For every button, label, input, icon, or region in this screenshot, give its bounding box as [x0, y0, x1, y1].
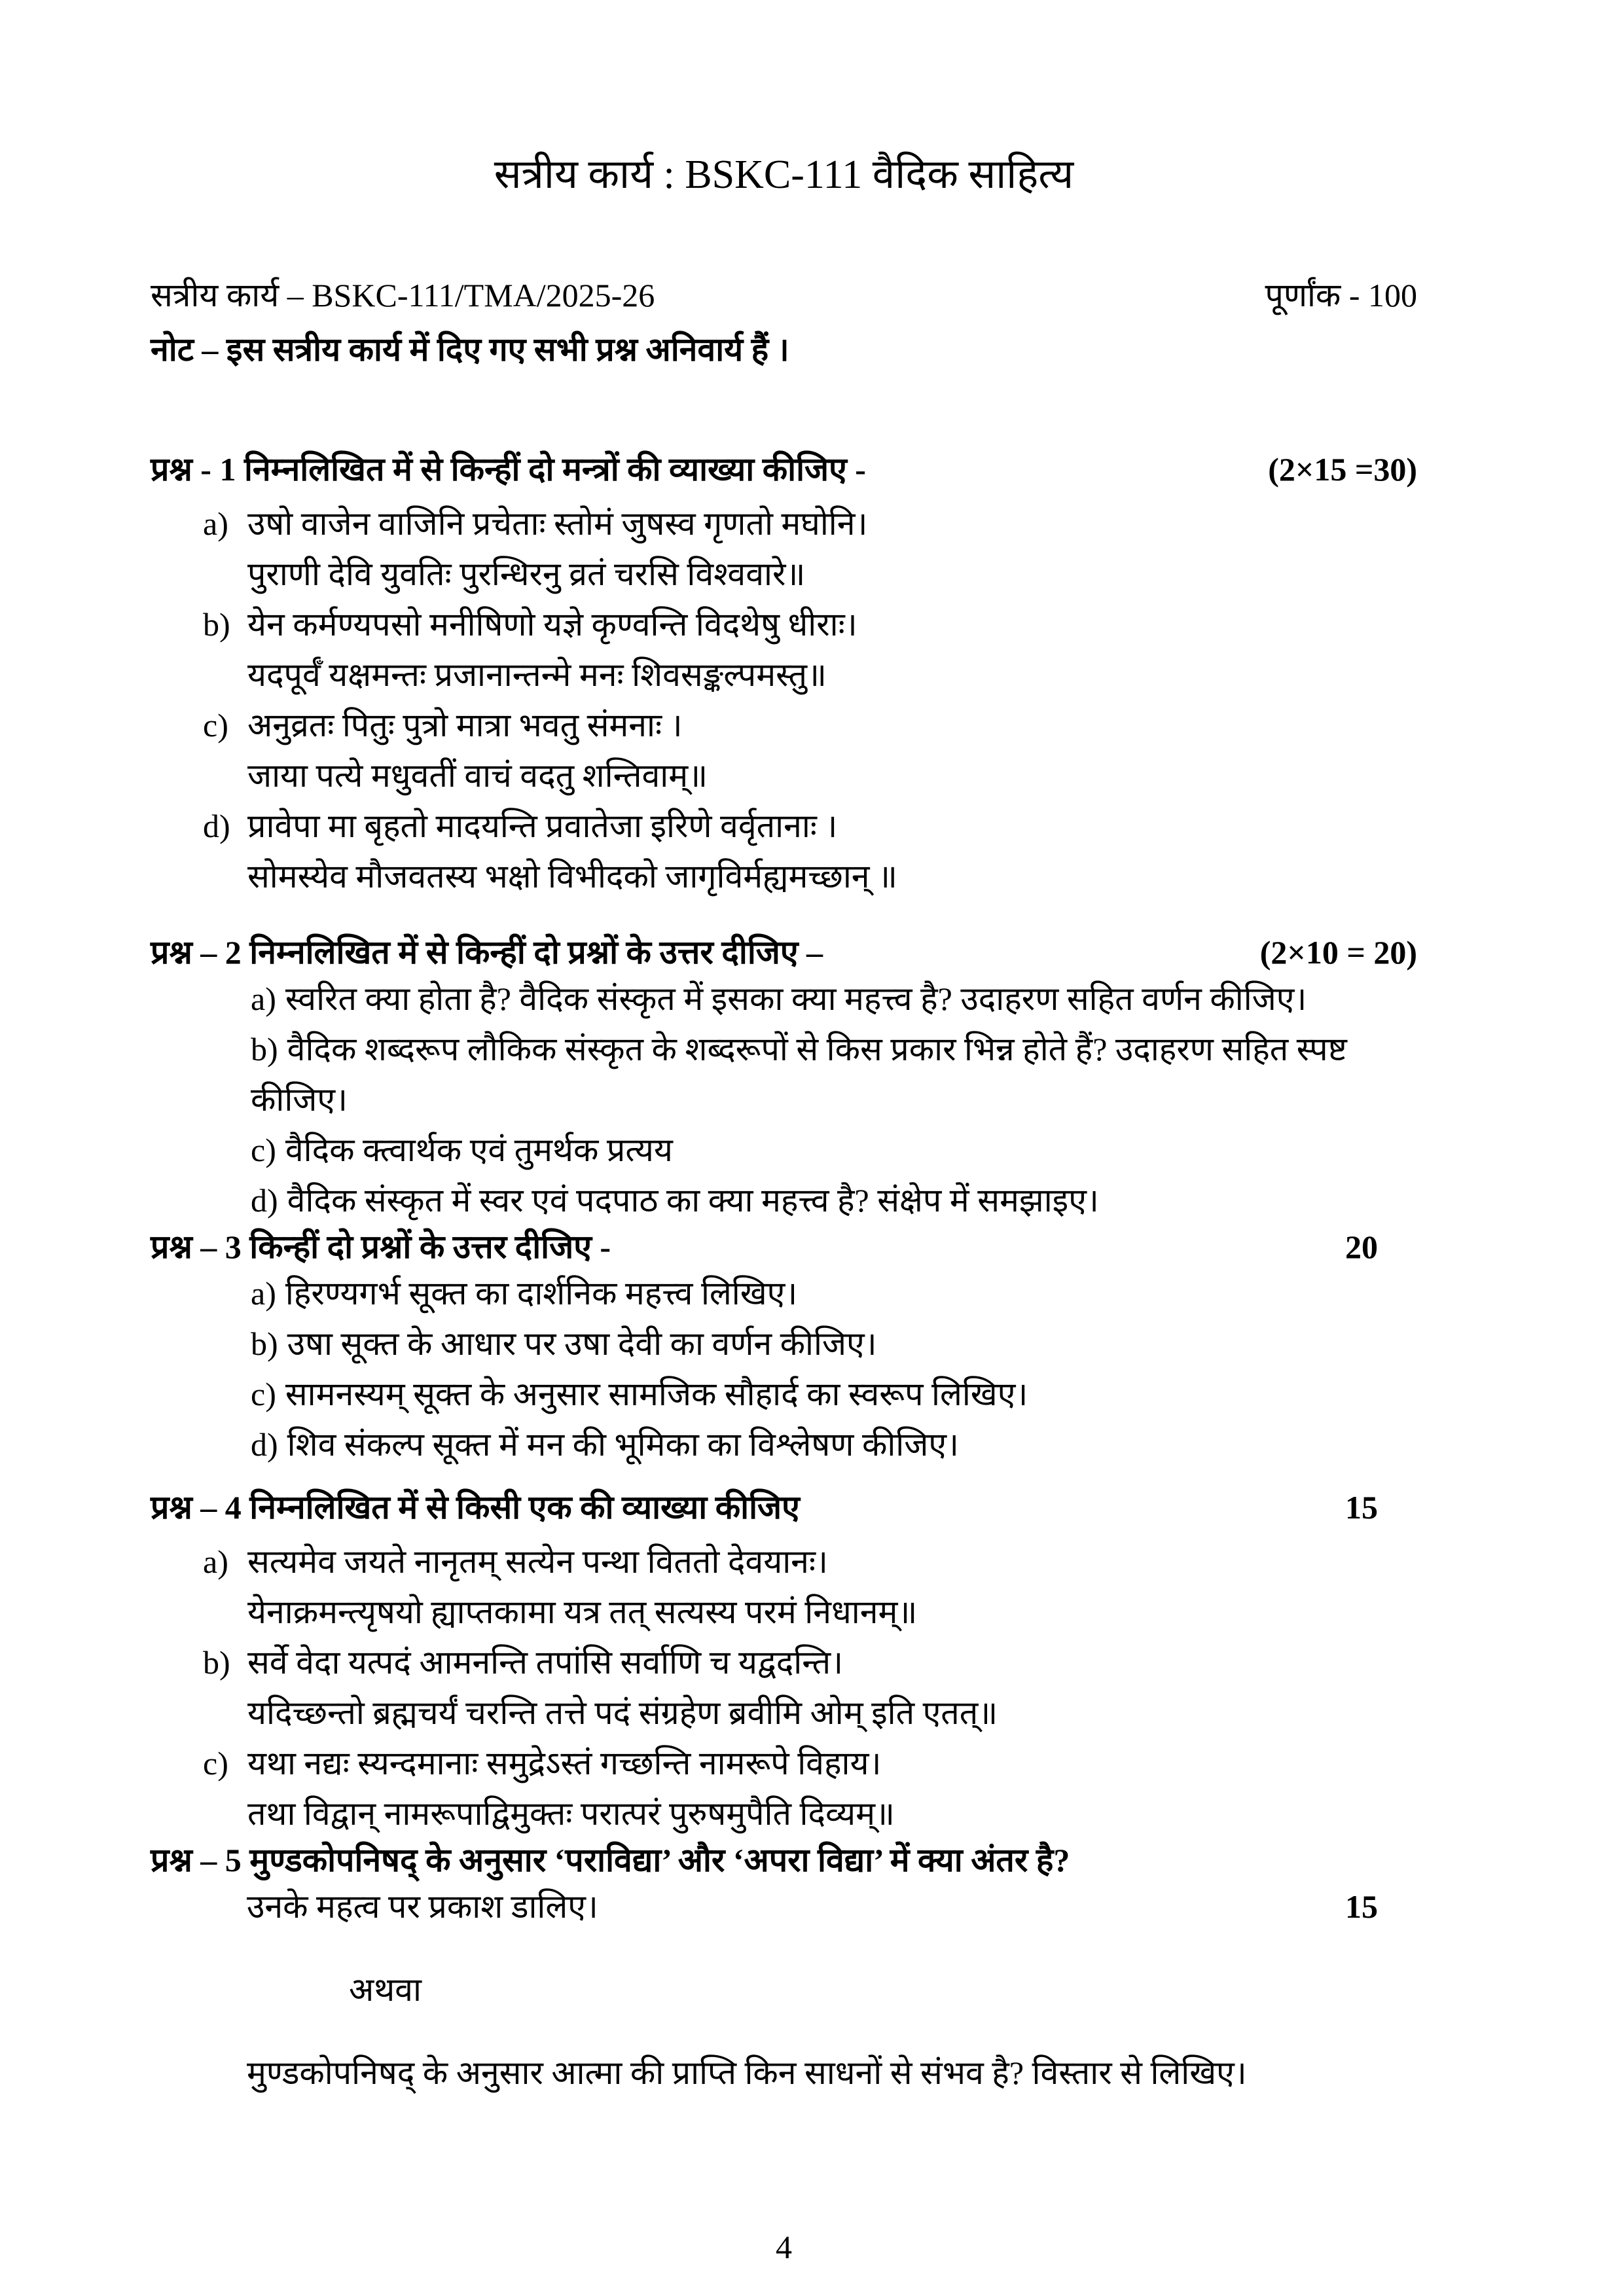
question-2-heading-row: [151, 931, 1417, 974]
or-label: अथवा: [349, 1971, 422, 2008]
item-text: सामनस्यम् सूक्त के अनुसार सामजिक सौहार्द का स्वरूप लिखिए।: [285, 1376, 1028, 1412]
verse-line: [247, 1587, 1417, 1638]
question-4-marks: 15: [1345, 1489, 1378, 1526]
verse-text: अनुव्रतः पितुः पुत्रो मात्रा भवतु संमनाः ।: [247, 707, 683, 744]
item-text: शिव संकल्प सूक्त में मन की भूमिका का विश्लेषण कीजिए।: [287, 1426, 959, 1463]
question-item: [251, 1268, 1417, 1319]
question-item: [251, 1175, 1417, 1226]
item-letter: b): [203, 606, 230, 643]
question-5-line2: उनके महत्व पर प्रकाश डालिए।: [247, 1888, 598, 1925]
verse-text: पुराणी देवि युवतिः पुरन्धिरनु व्रतं चरसि विश्ववारे॥: [247, 556, 806, 592]
question-item: [251, 1125, 1417, 1175]
question-4-heading: प्रश्न – 4 निम्नलिखित में से किसी एक की व्याख्या कीजिए: [151, 1489, 800, 1526]
note-text: इस सत्रीय कार्य में दिए गए सभी प्रश्न अनिवार्य हैं ।: [226, 331, 789, 368]
question-5-heading: प्रश्न – 5 मुण्डकोपनिषद् के अनुसार ‘पराविद्या’ और ‘अपरा विद्या’ में क्या अंतर है?: [151, 1842, 1070, 1878]
question-3-heading: प्रश्न – 3 किन्हीं दो प्रश्नों के उत्तर दीजिए -: [151, 1229, 611, 1265]
item-letter: b): [251, 1031, 278, 1067]
item-letter: d): [251, 1426, 278, 1463]
verse-text: सोमस्येव मौजवतस्य भक्षो विभीदको जागृविर्मह्यमच्छान् ॥: [247, 858, 897, 895]
verse-line: [203, 600, 1417, 650]
item-text: वैदिक शब्दरूप लौकिक संस्कृत के शब्दरूपों से किस प्रकार भिन्न होते हैं? उदाहरण सहित स्पष्ट कीजिए।: [251, 1031, 1347, 1118]
question-3-items: [151, 1268, 1417, 1470]
item-letter: b): [203, 1644, 230, 1681]
question-5-alternative: मुण्डकोपनिषद् के अनुसार आत्मा की प्राप्ति किन साधनों से संभव है? विस्तार से लिखिए।: [247, 2054, 1247, 2091]
question-4-heading-row: [151, 1486, 1417, 1529]
question-1-items: [151, 499, 1417, 902]
item-letter: c): [251, 1132, 276, 1168]
verse-text: येनाक्रमन्त्यृषयो ह्याप्तकामा यत्र तत् सत्यस्य परमं निधानम्॥: [247, 1594, 918, 1630]
note-label: नोट –: [151, 331, 219, 368]
question-2-heading: प्रश्न – 2 निम्नलिखित में से किन्हीं दो प्रश्नों के उत्तर दीजिए –: [151, 934, 823, 971]
verse-line: [203, 700, 1417, 751]
verse-text: प्रावेपा मा बृहतो मादयन्ति प्रवातेजा इरिणे वर्वृतानाः ।: [247, 808, 838, 844]
question-item: [251, 1369, 1417, 1420]
item-letter: c): [203, 707, 228, 744]
verse-line: [203, 1738, 1417, 1789]
item-letter: a): [251, 980, 276, 1017]
verse-line: [203, 801, 1417, 852]
item-text: हिरण्यगर्भ सूक्त का दार्शनिक महत्त्व लिखिए।: [285, 1275, 798, 1312]
item-letter: d): [203, 808, 230, 844]
course-code-line: सत्रीय कार्य – BSKC-111/TMA/2025-26: [151, 277, 655, 314]
page-title: सत्रीय कार्य : BSKC-111 वैदिक साहित्य: [494, 152, 1074, 197]
verse-line: [203, 499, 1417, 549]
verse-text: सर्वे वेदा यत्पदं आमनन्ति तपांसि सर्वाणि च यद्वदन्ति।: [247, 1644, 844, 1681]
question-item: [251, 1319, 1417, 1369]
item-text: वैदिक संस्कृत में स्वर एवं पदपाठ का क्या महत्त्व है? संक्षेप में समझाइए।: [287, 1182, 1099, 1219]
verse-text: सत्यमेव जयते नानृतम् सत्येन पन्था विततो देवयानः।: [247, 1543, 828, 1580]
question-5-line2-row: [151, 1882, 1417, 1932]
question-5-marks: 15: [1345, 1888, 1378, 1925]
question-2-items: [151, 974, 1417, 1226]
verse-line: [247, 549, 1417, 600]
question-item: [251, 974, 1417, 1024]
item-letter: c): [203, 1745, 228, 1782]
item-letter: d): [251, 1182, 278, 1219]
item-letter: a): [203, 1543, 228, 1580]
verse-line: [203, 1537, 1417, 1587]
verse-text: जाया पत्ये मधुवतीं वाचं वदतु शन्तिवाम्॥: [247, 757, 708, 794]
verse-line: [247, 1789, 1417, 1839]
question-3-heading-row: [151, 1226, 1417, 1268]
question-2-marks: (2×10 = 20): [1259, 934, 1417, 971]
verse-text: तथा विद्वान् नामरूपाद्विमुक्तः परात्परं पुरुषमुपैति दिव्यम्॥: [247, 1795, 895, 1832]
total-marks: पूर्णांक - 100: [1265, 277, 1417, 314]
item-text: उषा सूक्त के आधार पर उषा देवी का वर्णन कीजिए।: [287, 1325, 877, 1362]
question-item: [251, 1420, 1417, 1470]
verse-line: [203, 1638, 1417, 1688]
question-1-heading: प्रश्न - 1 निम्नलिखित में से किन्हीं दो मन्त्रों की व्याख्या कीजिए -: [151, 451, 866, 488]
question-item: [251, 1024, 1417, 1125]
question-4-items: [151, 1537, 1417, 1839]
verse-line: [247, 751, 1417, 801]
question-1-marks: (2×15 =30): [1268, 451, 1417, 488]
header-row: [151, 274, 1417, 317]
item-text: स्वरित क्या होता है? वैदिक संस्कृत में इसका क्या महत्त्व है? उदाहरण सहित वर्णन कीजिए।: [285, 980, 1307, 1017]
verse-line: [247, 650, 1417, 700]
note-line: [151, 329, 1417, 371]
verse-text: यदपूर्वँ यक्षमन्तः प्रजानान्तन्मे मनः शिवसङ्कल्पमस्तु॥: [247, 656, 827, 693]
verse-text: यथा नद्यः स्यन्दमानाः समुद्रेऽस्तं गच्छन्ति नामरूपे विहाय।: [247, 1745, 882, 1782]
verse-text: येन कर्मण्यपसो मनीषिणो यज्ञे कृण्वन्ति विदथेषु धीराः।: [247, 606, 857, 643]
question-1-heading-row: [151, 448, 1417, 491]
verse-text: उषो वाजेन वाजिनि प्रचेताः स्तोमं जुषस्व गृणतो मघोनि।: [247, 505, 868, 542]
verse-line: [247, 1688, 1417, 1738]
item-letter: c): [251, 1376, 276, 1412]
item-letter: b): [251, 1325, 278, 1362]
page-number: 4: [776, 2229, 792, 2265]
verse-text: यदिच्छन्तो ब्रह्मचर्यं चरन्ति तत्ते पदं संग्रहेण ब्रवीमि ओम् इति एतत्॥: [247, 1695, 998, 1731]
question-3-marks: 20: [1345, 1229, 1378, 1265]
verse-line: [247, 852, 1417, 902]
item-letter: a): [203, 505, 228, 542]
item-text: वैदिक क्त्वार्थक एवं तुमर्थक प्रत्यय: [285, 1132, 673, 1168]
item-letter: a): [251, 1275, 276, 1312]
